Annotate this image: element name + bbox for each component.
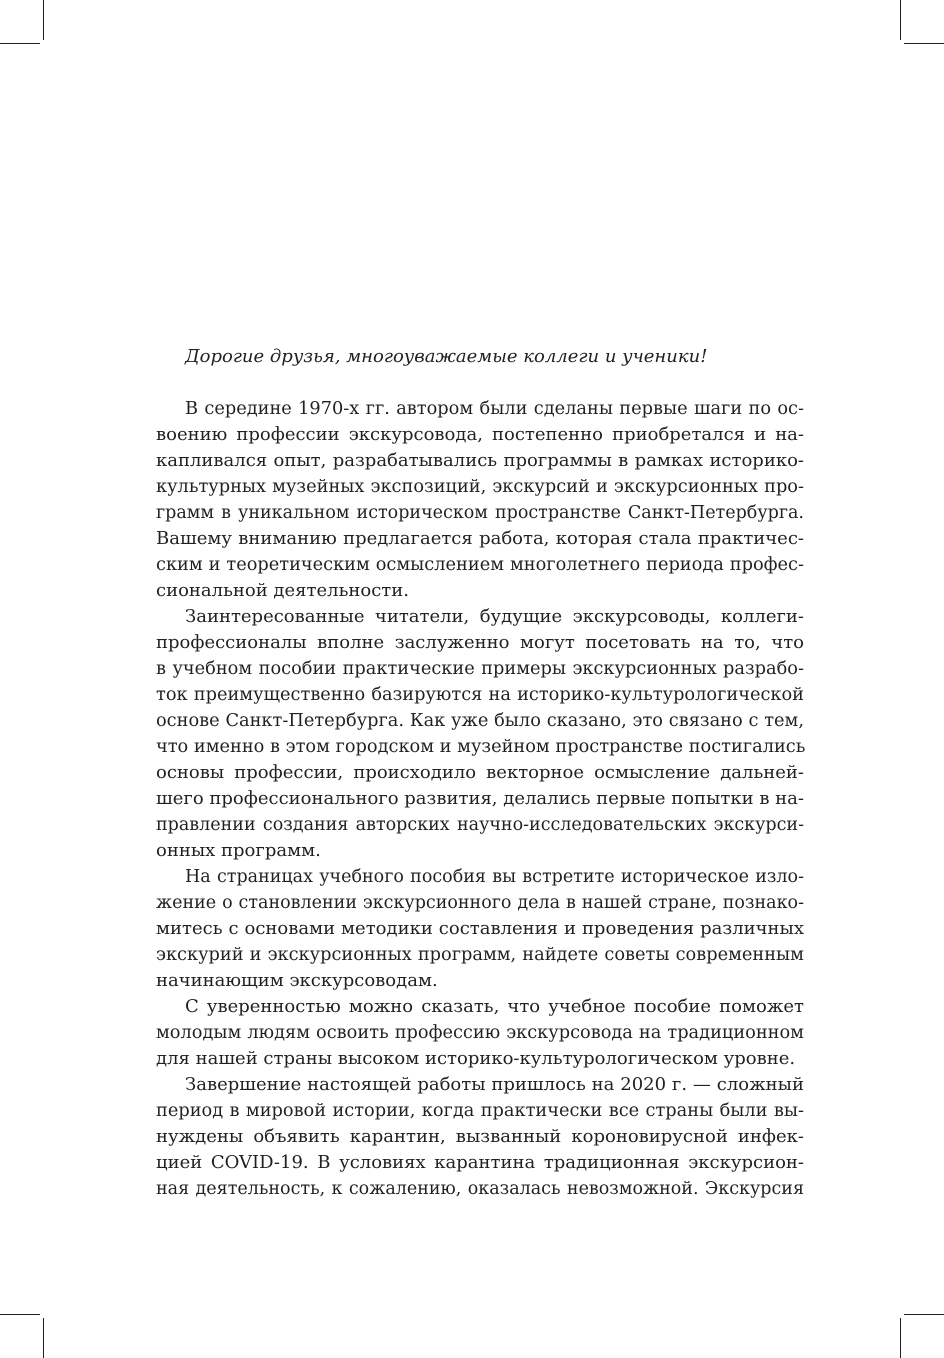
crop-mark-top-right-horizontal <box>904 43 944 44</box>
paragraph-line: правлении создания авторских научно-исследовательских экскурси- <box>156 815 804 835</box>
paragraph-line: профессионалы вполне заслуженно могут посетовать на то, что <box>156 632 804 653</box>
paragraph-line: Завершение настоящей работы пришлось на 2020 г. — сложный <box>185 1074 804 1095</box>
paragraph-line: Заинтересованные читатели, будущие экскурсоводы, коллеги- <box>185 606 804 627</box>
crop-mark-top-left-horizontal <box>0 43 40 44</box>
paragraph-line: в учебном пособии практические примеры экскурсионных разрабо- <box>156 659 804 679</box>
paragraph-line: ским и теоретическим осмыслением многолетнего периода профес- <box>156 555 804 575</box>
paragraph-line: основы профессии, происходило векторное осмысление дальней- <box>156 762 804 783</box>
paragraph-line: митесь с основами методики составления и проведения различных <box>156 918 804 939</box>
paragraph-line: шего профессионального развития, делались первые попытки в на- <box>156 788 804 809</box>
paragraph-line: цией COVID-19. В условиях карантина традиционная экскурсион- <box>156 1152 804 1173</box>
paragraph-line: На страницах учебного пособия вы встретите историческое изло- <box>185 867 804 887</box>
paragraph-line: основе Санкт-Петербурга. Как уже было сказано, это связано с тем, <box>156 711 804 731</box>
crop-mark-bottom-right-horizontal <box>904 1314 944 1315</box>
paragraph-line: грамм в уникальном историческом пространстве Санкт-Петербурга. <box>156 503 804 523</box>
paragraph-line: В середине 1970-х гг. автором были сделаны первые шаги по ос- <box>185 399 804 419</box>
crop-mark-bottom-left-horizontal <box>0 1314 40 1315</box>
paragraph-line: сиональной деятельности. <box>156 580 409 601</box>
paragraph-line: капливался опыт, разрабатывались программы в рамках историко- <box>156 450 804 471</box>
paragraph-line: нуждены объявить карантин, вызванный короновирусной инфек- <box>156 1126 804 1147</box>
paragraph-line: Вашему вниманию предлагается работа, которая стала практичес- <box>156 528 804 549</box>
crop-mark-bottom-left-vertical <box>43 1318 44 1358</box>
paragraph-line: ток преимущественно базируются на историко-культурологической <box>156 685 804 705</box>
greeting-line: Дорогие друзья, многоуважаемые коллеги и ученики! <box>185 346 708 367</box>
paragraph-line: онных программ. <box>156 840 321 861</box>
paragraph-line: жение о становлении экскурсионного дела в нашей стране, познако- <box>156 893 804 913</box>
paragraph-line: для нашей страны высоком историко-культурологическом уровне. <box>156 1048 796 1069</box>
paragraph-line: ная деятельность, к сожалению, оказалась невозможной. Экскурсия <box>156 1179 804 1199</box>
paragraph-line: экскурий и экскурсионных программ, найдете советы современным <box>156 945 804 965</box>
paragraph-line: начинающим экскурсоводам. <box>156 970 438 991</box>
paragraph-line: что именно в этом городском и музейном пространстве постигались <box>156 737 806 757</box>
paragraph-line: С уверенностью можно сказать, что учебное пособие поможет <box>185 996 804 1017</box>
crop-mark-bottom-right-vertical <box>900 1318 901 1358</box>
crop-mark-top-left-vertical <box>43 0 44 40</box>
paragraph-line: молодым людям освоить профессию экскурсовода на традиционном <box>156 1023 804 1043</box>
paragraph-line: воению профессии экскурсовода, постепенно приобретался и на- <box>156 424 804 445</box>
paragraph-line: культурных музейных экспозиций, экскурсий и экскурсионных про- <box>156 477 804 497</box>
crop-mark-top-right-vertical <box>900 0 901 40</box>
paragraph-line: период в мировой истории, когда практически все страны были вы- <box>156 1101 804 1121</box>
